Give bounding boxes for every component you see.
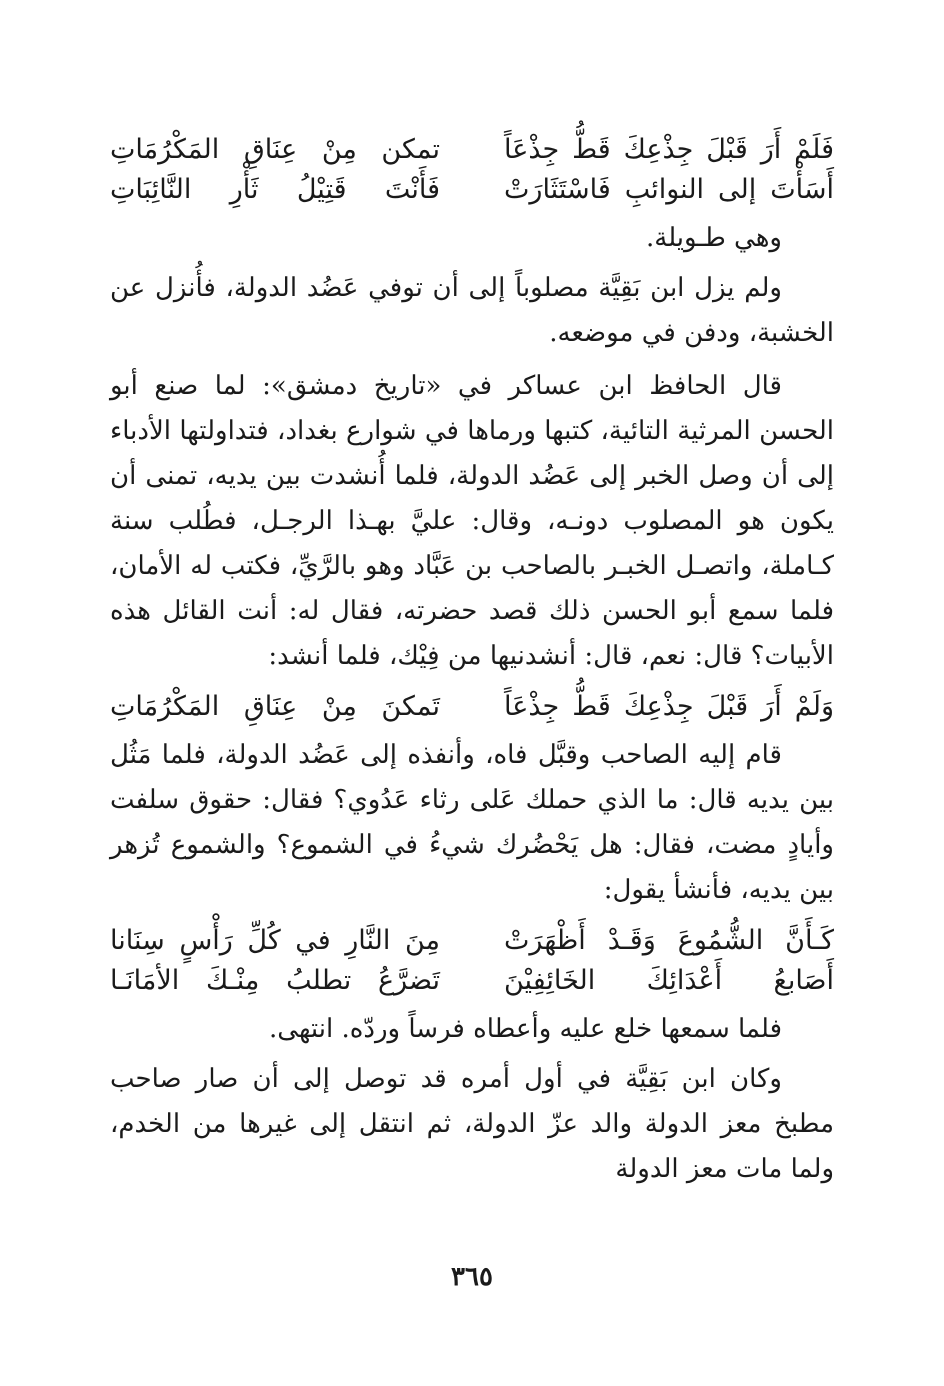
verse-first-hemistich: أَسَأْتَ إلى النوائبِ فَاسْتَثَارَتْ — [504, 174, 834, 205]
poem-length-note: وهي طـويلة. — [646, 223, 782, 253]
verse-second-hemistich: تمكن مِنْ عِنَاقِ المَكْرُمَاتِ — [110, 134, 440, 165]
paragraph-burial: ولم يزل ابن بَقِيَّة مصلوباً إلى أن توفي عَضُد الدولة، فأُنزل عن الخشبة، ودفن في موضعه. — [110, 273, 834, 348]
paragraph-ibn-asakir: قال الحافظ ابن عساكر في «تاريخ دمشق»: لما صنع أبو الحسن المرثية التائية، كتبها ورماها في شوارع بغداد، فتداولتها الأدباء إلى أن وصل الخبر إلى عَضُد الدولة، فلما أُنشدت بين يديه، تمنى أن يكون هو المصلوب دونـه، وقال: عليَّ بهـذا الرجـل، فطُلب سنة كـاملة، واتصـل الخبـر بالصاحب بن عَبَّاد وهو بالرَّيِّ، فكتب له الأمان، فلما سمع أبو الحسن ذلك قصد حضرته، فقال له: أنت القائل هذه الأبيات؟ قال: نعم، قال: أنشدنيها من فِيْك، فلما أنشد: — [110, 371, 834, 671]
verse-first-hemistich: وَلَمْ أَرَ قَبْلَ جِذْعِكَ قَطُّ جِذْعَاً — [504, 691, 834, 722]
closing-note: فلما سمعها خلع عليه وأعطاه فرساً وردّه. انتهى. — [269, 1014, 782, 1044]
verse-second-hemistich: تَمكنَ مِنْ عِنَاقِ المَكْرُمَاتِ — [110, 691, 440, 722]
verse-first-hemistich: كَـأَنَّ الشُّمُوعَ وَقَـدْ أَظْهَرَتْ — [504, 925, 834, 956]
verse-second-hemistich: فَأَنْتَ قَتِيْلُ ثَأْرِ النَّائِبَاتِ — [110, 174, 440, 205]
verse-line — [110, 170, 834, 210]
verse-first-hemistich: فَلَمْ أَرَ قَبْلَ جِذْعِكَ قَطُّ جِذْعَاً — [504, 134, 834, 165]
paragraph-sahib-meeting: قام إليه الصاحب وقبَّل فاه، وأنفذه إلى عَضُد الدولة، فلما مَثُل بين يديه قال: ما الذي حملك عَلى رثاء عَدُوي؟ فقال: حقوق سلفت وأيادٍ مضت، فقال: هل يَحْضُرك شيءُ في الشموع؟ والشموع تُزهر بين يديه، فأنشأ يقول: — [110, 740, 834, 905]
verse-first-hemistich: أَصَابعُ أَعْدَائِكَ الخَائِفِيْنَ — [504, 965, 834, 996]
verse-line — [110, 921, 834, 961]
candles-verses — [110, 921, 834, 1001]
opening-verses — [110, 130, 834, 210]
paragraph-ibn-baqiyya-origins: وكان ابن بَقِيَّة في أول أمره قد توصل إلى أن صار صاحب مطبخ معز الدولة والد عزّ الدولة، ثم انتقل إلى غيرها من الخدم، ولما مات معز الدولة — [110, 1064, 834, 1184]
book-page — [110, 130, 834, 1200]
verse-line — [110, 130, 834, 170]
quoted-verse — [110, 687, 834, 727]
verse-line — [110, 961, 834, 1001]
verse-second-hemistich: مِنَ النَّارِ في كُلِّ رَأْسٍ سِنَانا — [110, 925, 440, 956]
verse-line — [110, 687, 834, 727]
page-number: ٣٦٥ — [451, 1262, 493, 1292]
verse-second-hemistich: تَضرَّعُ تطلبُ مِنْـكَ الأمَانَـا — [110, 965, 440, 996]
